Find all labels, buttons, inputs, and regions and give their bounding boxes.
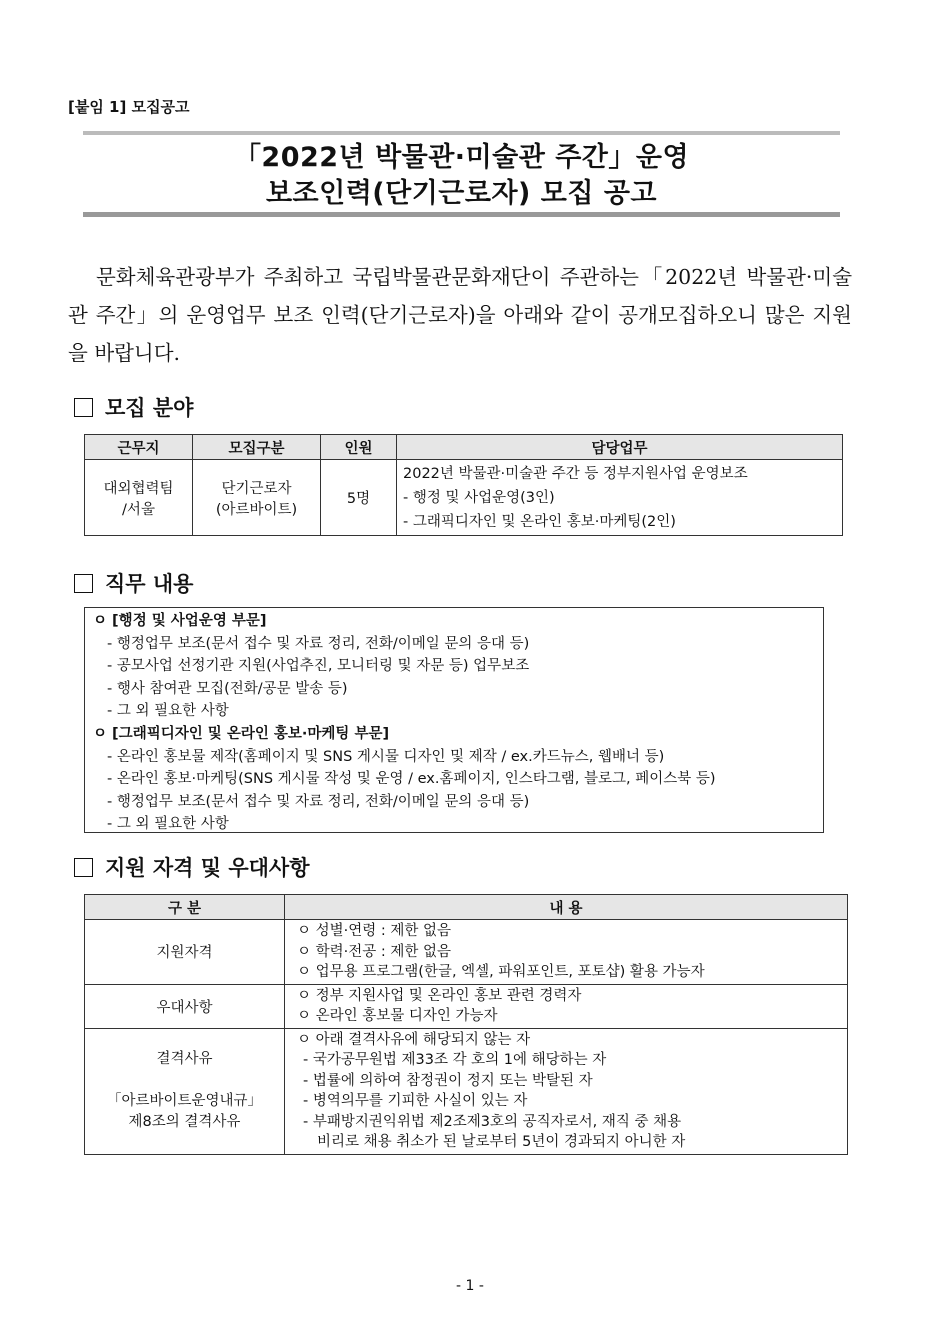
place-line: /서울: [122, 501, 155, 518]
table-row: [85, 920, 848, 985]
label-line: [91, 1070, 278, 1091]
table-row: [85, 460, 843, 536]
list-item: ㅇ 성별·연령 : 제한 없음: [297, 923, 451, 939]
list-item: ㅇ 아래 결격사유에 해당되지 않는 자: [297, 1031, 531, 1048]
header-cell: 구 분: [85, 895, 285, 920]
row-label-cell: [85, 1028, 285, 1154]
list-item: ㅇ 업무용 프로그램(한글, 엑셀, 파워포인트, 포토샵) 활용 가능자: [297, 964, 705, 980]
checkbox-square-icon: [74, 574, 93, 593]
duty-line: - 행정 및 사업운영(3인): [403, 489, 555, 506]
section-heading-duties: [74, 568, 193, 598]
place-line: 대외협력팀: [103, 480, 174, 497]
duty-box: [84, 607, 824, 833]
recruitment-table: [84, 434, 843, 536]
duty-group-title: ㅇ [그래픽디자인 및 온라인 홍보·마케팅 부문]: [93, 725, 390, 742]
duties-cell: [397, 460, 843, 536]
header-cell: 내 용: [285, 895, 848, 920]
list-item: - 병역의무를 기피한 사실이 있는 자: [303, 1093, 528, 1109]
list-item: - 행사 참여관 모집(전화/공문 발송 등): [107, 680, 348, 697]
row-content-cell: [285, 1028, 848, 1154]
title-top-rule: [83, 131, 840, 135]
list-item: 비리로 채용 취소가 된 날로부터 5년이 경과되지 아니한 자: [317, 1134, 686, 1150]
row-label-cell: 지원자격: [85, 920, 285, 985]
label-line: 「아르바이트운영내규」: [106, 1093, 263, 1109]
section-heading-text: 직무 내용: [105, 571, 194, 596]
list-item: - 온라인 홍보물 제작(홈페이지 및 SNS 게시물 디자인 및 제작 / ex.카드뉴스, 웹배너 등): [107, 748, 665, 765]
title-line-1: 「2022년 박물관·미술관 주간」운영: [233, 142, 690, 173]
duty-group-title: ㅇ [행정 및 사업운영 부문]: [93, 613, 267, 629]
table-header-row: [85, 895, 848, 920]
list-item: - 법률에 의하여 참정권이 정지 또는 박탈된 자: [303, 1072, 593, 1089]
list-item: - 그 외 필요한 사항: [107, 703, 229, 720]
list-item: - 부패방지권익위법 제2조제3호의 공직자로서, 재직 중 채용: [303, 1113, 682, 1130]
qualification-table: [84, 894, 848, 1155]
label-line: 제8조의 결격사유: [128, 1114, 241, 1130]
section-heading-recruitment: [74, 392, 193, 422]
list-item: - 행정업무 보조(문서 접수 및 자료 정리, 전화/이메일 문의 응대 등): [107, 635, 530, 652]
list-item: ㅇ 온라인 홍보물 디자인 가능자: [297, 1008, 498, 1024]
header-cell: 근무지: [85, 435, 193, 460]
header-cell: 인원: [321, 435, 397, 460]
header-cell: 담당업무: [397, 435, 843, 460]
count-cell: 5명: [321, 460, 397, 536]
header-cell: 모집구분: [193, 435, 321, 460]
intro-paragraph: 문화체육관광부가 주최하고 국립박물관문화재단이 주관하는「2022년 박물관·미술관 주간」의 운영업무 보조 인력(단기근로자)을 아래와 같이 공개모집하오니 많은 지원을 바랍니다.: [68, 265, 852, 365]
list-item: - 국가공무원법 제33조 각 호의 1에 해당하는 자: [303, 1052, 607, 1068]
checkbox-square-icon: [74, 398, 93, 417]
section-heading-text: 지원 자격 및 우대사항: [105, 855, 310, 880]
attachment-label: [붙임 1] 모집공고: [68, 98, 190, 116]
type-line: (아르바이트): [215, 501, 298, 518]
label-line: 결격사유: [156, 1051, 213, 1067]
list-item: ㅇ 학력·전공 : 제한 없음: [297, 943, 451, 960]
table-row: [85, 1028, 848, 1154]
title-bottom-rule: [83, 212, 840, 217]
row-content-cell: [285, 984, 848, 1028]
page-number: - 1 -: [456, 1278, 484, 1294]
list-item: - 공모사업 선정기관 지원(사업추진, 모니터링 및 자문 등) 업무보조: [107, 658, 530, 675]
duty-line: - 그래픽디자인 및 온라인 홍보·마케팅(2인): [403, 513, 676, 530]
type-cell: [193, 460, 321, 536]
list-item: - 행정업무 보조(문서 접수 및 자료 정리, 전화/이메일 문의 응대 등): [107, 793, 530, 810]
list-item: - 그 외 필요한 사항: [107, 816, 229, 833]
checkbox-square-icon: [74, 858, 93, 877]
section-heading-text: 모집 분야: [105, 395, 194, 420]
place-cell: [85, 460, 193, 536]
row-label-cell: 우대사항: [85, 984, 285, 1028]
duty-line: 2022년 박물관·미술관 주간 등 정부지원사업 운영보조: [403, 465, 748, 482]
section-heading-qualifications: [74, 852, 310, 882]
document-title: [83, 140, 840, 212]
row-content-cell: [285, 920, 848, 985]
title-line-2: 보조인력(단기근로자) 모집 공고: [265, 178, 658, 209]
table-header-row: [85, 435, 843, 460]
list-item: ㅇ 정부 지원사업 및 온라인 홍보 관련 경력자: [297, 987, 582, 1004]
table-row: [85, 984, 848, 1028]
type-line: 단기근로자: [221, 480, 292, 497]
list-item: - 온라인 홍보·마케팅(SNS 게시물 작성 및 운영 / ex.홈페이지, 인스타그램, 블로그, 페이스북 등): [107, 771, 716, 788]
